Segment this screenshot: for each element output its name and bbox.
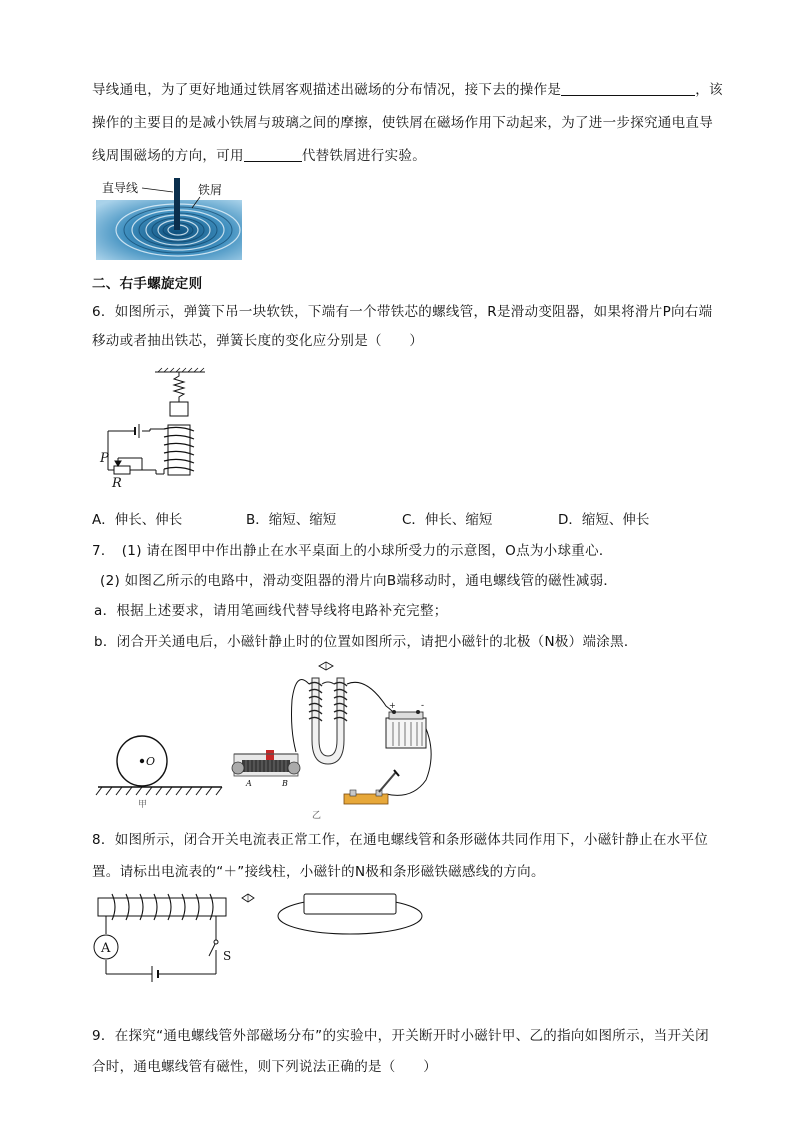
glass-plate bbox=[96, 200, 242, 260]
q7-line-1: 7． (1) 请在图甲中作出静止在水平桌面上的小球所受力的示意图，O点为小球重心． bbox=[92, 543, 613, 559]
label-yi: 乙 bbox=[312, 811, 322, 821]
q6-line-1: 6．如图所示，弹簧下吊一块软铁，下端有一个带铁芯的螺线管，R是滑动变阻器，如果将滑片P向右端 bbox=[92, 304, 713, 320]
q5-text-1b: ，该 bbox=[695, 82, 723, 98]
soft-iron-block bbox=[170, 402, 188, 416]
q7-line-4: b．闭合开关通电后，小磁针静止时的位置如图所示，请把小磁针的北极（N极）端涂黑． bbox=[94, 634, 638, 650]
q5-answer-blank-2[interactable] bbox=[244, 147, 302, 162]
label-minus: - bbox=[421, 701, 425, 711]
q9-line-2: 合时，通电螺线管有磁性，则下列说法正确的是（ ） bbox=[92, 1059, 437, 1075]
label-r: R bbox=[112, 476, 122, 491]
battery-pack bbox=[386, 710, 426, 748]
q7-figure-jia bbox=[96, 736, 226, 808]
spring bbox=[174, 372, 184, 402]
center-of-gravity-dot bbox=[140, 759, 144, 763]
q5-text-1a: 导线通电，为了更好地通过铁屑客观描述出磁场的分布情况，接下去的操作是 bbox=[92, 82, 562, 98]
sliding-rheostat[interactable] bbox=[232, 750, 300, 776]
q8-solenoid-circuit bbox=[92, 890, 432, 982]
q8-line-2: 置。请标出电流表的“＋”接线柱，小磁针的N极和条形磁铁磁感线的方向。 bbox=[92, 864, 545, 880]
bar-magnet bbox=[304, 894, 396, 914]
q8-line-1: 8．如图所示，闭合开关电流表正常工作，在通电螺线管和条形磁体共同作用下，小磁针静止在水平位 bbox=[92, 832, 709, 848]
q5-text-3b: 代替铁屑进行实验。 bbox=[301, 148, 427, 164]
wire-left bbox=[292, 680, 310, 752]
label-ammeter: A bbox=[101, 941, 111, 956]
q5-line-1 bbox=[92, 80, 732, 100]
label-s: S bbox=[223, 949, 232, 963]
slide-rheostat bbox=[114, 466, 130, 474]
solenoid bbox=[98, 898, 226, 916]
u-shaped-core bbox=[312, 678, 344, 764]
q6-spring-solenoid-circuit bbox=[98, 368, 218, 490]
label-iron-filings: 铁屑 bbox=[198, 183, 223, 197]
section-2-heading: 二、右手螺旋定则 bbox=[92, 276, 203, 292]
q5-text-3a: 线周围磁场的方向，可用 bbox=[92, 148, 244, 164]
q6-option-b[interactable]: B．缩短、缩短 bbox=[246, 512, 337, 528]
q5-line-3 bbox=[92, 146, 732, 166]
wire-to-battery bbox=[347, 682, 396, 716]
label-a: A bbox=[246, 779, 252, 788]
q5-line-2: 操作的主要目的是减小铁屑与玻璃之间的摩擦，使铁屑在磁场作用下动起来，为了进一步探究通电直导 bbox=[92, 115, 713, 131]
q6-option-c[interactable]: C．伸长、缩短 bbox=[402, 512, 493, 528]
label-b: B bbox=[282, 779, 288, 788]
q6-option-a[interactable]: A．伸长、伸长 bbox=[92, 512, 183, 528]
q9-line-1: 9．在探究“通电螺线管外部磁场分布”的实验中，开关断开时小磁针甲、乙的指向如图所示，当开关闭 bbox=[92, 1028, 709, 1044]
q7-line-3: a．根据上述要求，请用笔画线代替导线将电路补充完整； bbox=[94, 603, 448, 619]
iron-filings-figure bbox=[96, 178, 242, 260]
knife-switch[interactable] bbox=[344, 770, 399, 804]
q5-answer-blank-1[interactable] bbox=[561, 81, 695, 96]
label-plus: + bbox=[389, 701, 396, 710]
q6-line-2: 移动或者抽出铁芯，弹簧长度的变化应分别是（ ） bbox=[92, 333, 424, 349]
q6-option-d[interactable]: D．缩短、伸长 bbox=[558, 512, 650, 528]
q7-line-2: (2) 如图乙所示的电路中，滑动变阻器的滑片向B端移动时，通电螺线管的磁性减弱． bbox=[100, 573, 618, 589]
label-o: O bbox=[146, 755, 156, 768]
label-straight-wire: 直导线 bbox=[102, 181, 139, 195]
label-jia: 甲 bbox=[138, 800, 148, 810]
label-p: P bbox=[100, 451, 109, 466]
q7-figure-yi bbox=[226, 660, 446, 822]
